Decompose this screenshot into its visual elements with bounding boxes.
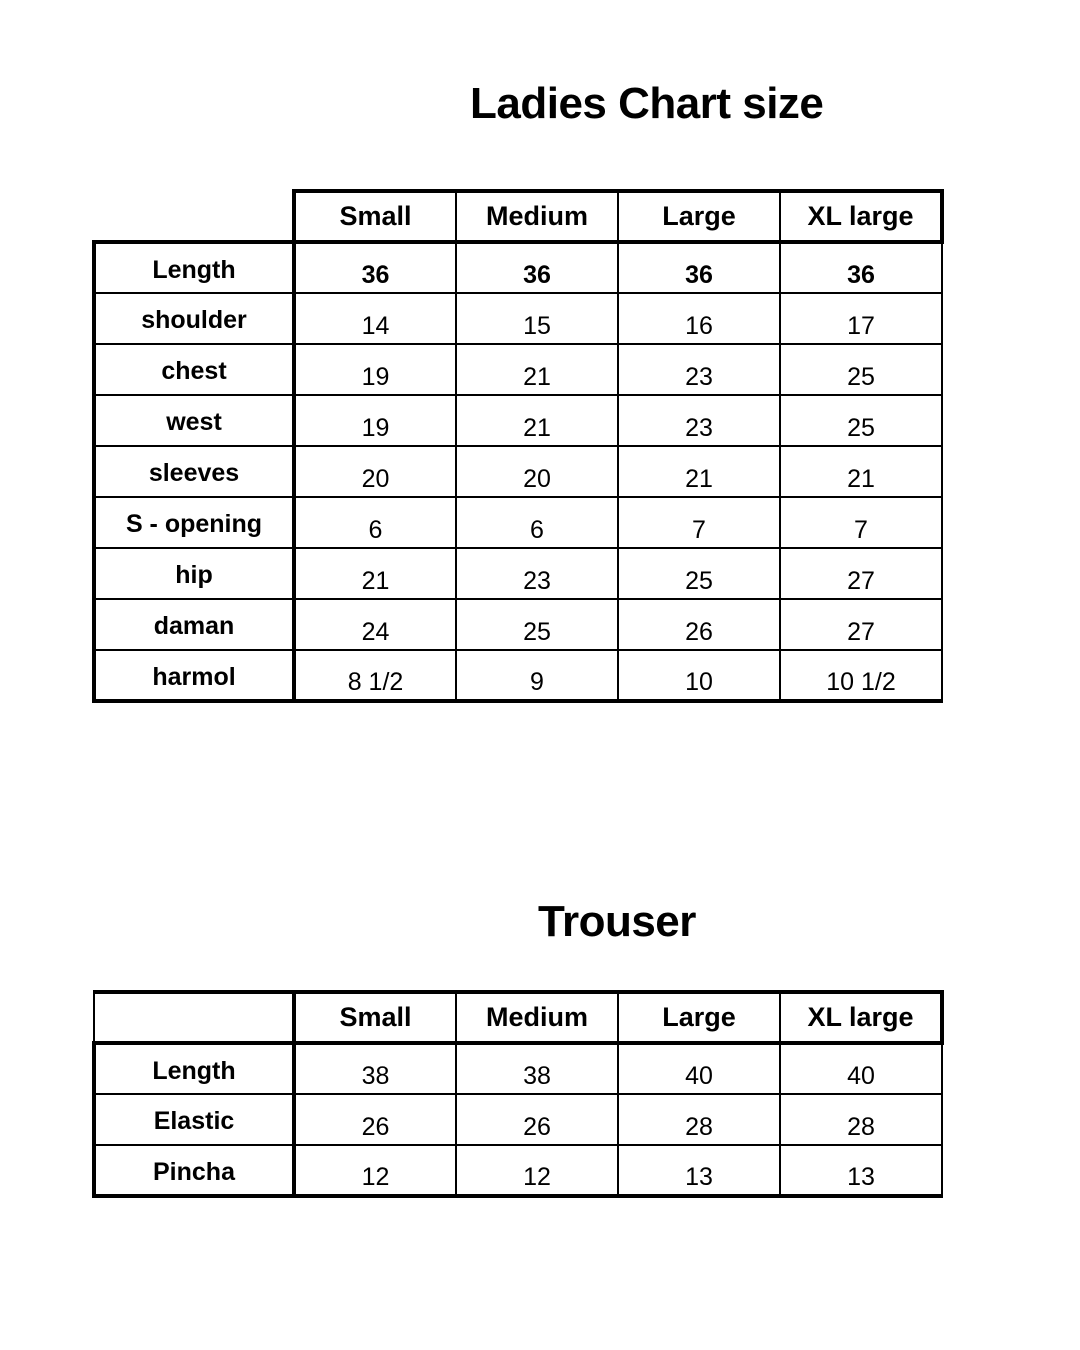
row-label: daman [94, 599, 294, 650]
row-label: Length [94, 1043, 294, 1094]
col-header-large: Large [618, 191, 780, 242]
table-cell: 28 [780, 1094, 942, 1145]
table-cell: 20 [294, 446, 456, 497]
row-label: sleeves [94, 446, 294, 497]
table-row-pincha [94, 1145, 942, 1196]
row-label: Length [94, 242, 294, 293]
table-cell: 12 [294, 1145, 456, 1196]
table-cell: 21 [456, 395, 618, 446]
table-row-harmol [94, 650, 942, 701]
table-row-hip [94, 548, 942, 599]
table-row-s-opening [94, 497, 942, 548]
table-cell: 23 [456, 548, 618, 599]
table-cell: 40 [618, 1043, 780, 1094]
table-cell: 38 [456, 1043, 618, 1094]
table-cell: 38 [294, 1043, 456, 1094]
table-cell: 13 [618, 1145, 780, 1196]
ladies-chart-title: Ladies Chart size [470, 79, 824, 128]
table-cell: 21 [456, 344, 618, 395]
col-header-medium: Medium [456, 992, 618, 1043]
table-cell: 20 [456, 446, 618, 497]
table-cell: 40 [780, 1043, 942, 1094]
table-cell: 16 [618, 293, 780, 344]
table-cell: 26 [456, 1094, 618, 1145]
table-cell: 6 [294, 497, 456, 548]
ladies-size-table [92, 189, 944, 703]
table-cell: 25 [780, 344, 942, 395]
header-row [94, 191, 942, 242]
corner-cell [94, 992, 294, 1043]
table-cell: 36 [294, 242, 456, 293]
col-header-xl-large: XL large [780, 191, 942, 242]
table-cell: 15 [456, 293, 618, 344]
table-cell: 36 [456, 242, 618, 293]
corner-cell [94, 191, 294, 242]
row-label: chest [94, 344, 294, 395]
row-label: Pincha [94, 1145, 294, 1196]
table-cell: 9 [456, 650, 618, 701]
table-row-sleeves [94, 446, 942, 497]
table-cell: 21 [780, 446, 942, 497]
table-cell: 7 [618, 497, 780, 548]
row-label: shoulder [94, 293, 294, 344]
table-cell: 8 1/2 [294, 650, 456, 701]
table-cell: 28 [618, 1094, 780, 1145]
col-header-medium: Medium [456, 191, 618, 242]
header-row [94, 992, 942, 1043]
trouser-size-table [92, 990, 944, 1198]
table-cell: 14 [294, 293, 456, 344]
table-cell: 6 [456, 497, 618, 548]
table-row-elastic [94, 1094, 942, 1145]
table-row-west [94, 395, 942, 446]
table-cell: 26 [618, 599, 780, 650]
col-header-small: Small [294, 191, 456, 242]
row-label: S - opening [94, 497, 294, 548]
table-cell: 27 [780, 599, 942, 650]
table-cell: 23 [618, 395, 780, 446]
table-cell: 13 [780, 1145, 942, 1196]
table-cell: 7 [780, 497, 942, 548]
table-cell: 19 [294, 344, 456, 395]
row-label: hip [94, 548, 294, 599]
row-label: harmol [94, 650, 294, 701]
table-cell: 10 [618, 650, 780, 701]
table-cell: 27 [780, 548, 942, 599]
trouser-chart-title: Trouser [538, 897, 696, 946]
table-row-chest [94, 344, 942, 395]
table-cell: 25 [780, 395, 942, 446]
row-label: Elastic [94, 1094, 294, 1145]
table-cell: 24 [294, 599, 456, 650]
table-cell: 25 [456, 599, 618, 650]
table-cell: 21 [294, 548, 456, 599]
table-cell: 26 [294, 1094, 456, 1145]
table-cell: 10 1/2 [780, 650, 942, 701]
table-cell: 12 [456, 1145, 618, 1196]
table-row-daman [94, 599, 942, 650]
col-header-xl-large: XL large [780, 992, 942, 1043]
table-cell: 36 [780, 242, 942, 293]
table-cell: 25 [618, 548, 780, 599]
col-header-large: Large [618, 992, 780, 1043]
table-cell: 17 [780, 293, 942, 344]
table-cell: 19 [294, 395, 456, 446]
table-cell: 23 [618, 344, 780, 395]
table-cell: 21 [618, 446, 780, 497]
table-row-shoulder [94, 293, 942, 344]
table-cell: 36 [618, 242, 780, 293]
table-row-length [94, 1043, 942, 1094]
col-header-small: Small [294, 992, 456, 1043]
table-row-length [94, 242, 942, 293]
row-label: west [94, 395, 294, 446]
